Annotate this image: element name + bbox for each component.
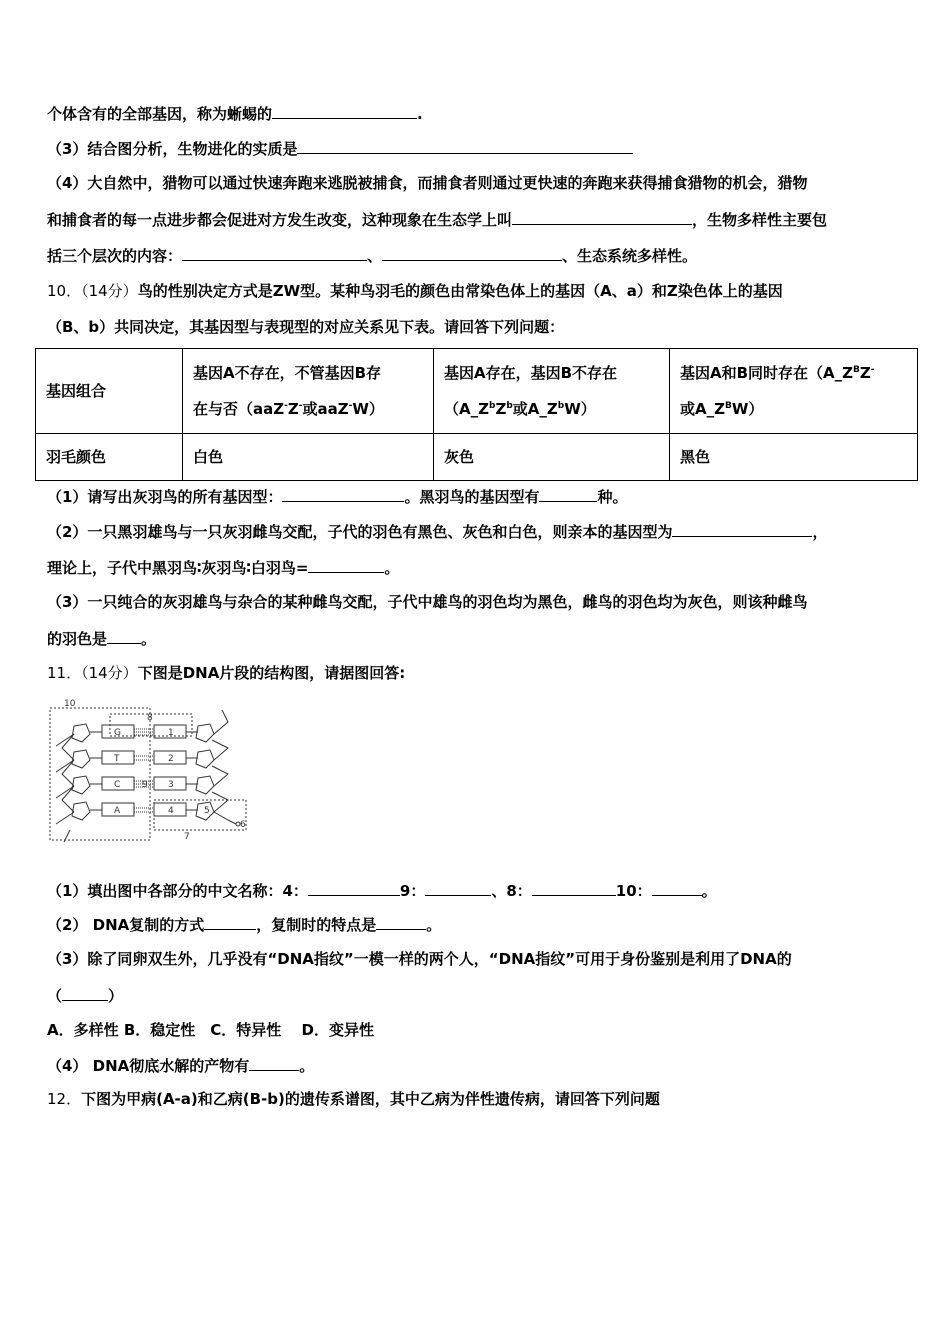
answer-blank[interactable]: [539, 486, 597, 502]
answer-blank[interactable]: [672, 521, 812, 537]
table-cell: 灰色: [434, 434, 670, 481]
answer-blank[interactable]: [272, 103, 417, 119]
q10-stem-2: （B、b）共同决定，其基因型与表现型的对应关系见下表。请回答下列问题：: [47, 318, 565, 336]
label-C: C: [114, 780, 121, 790]
q12-stem: 12．下图为甲病(A-a)和乙病(B-b)的遗传系谱图，其中乙病为伴性遗传病，请回答下列问题: [47, 1090, 660, 1108]
q11-4: （4） DNA彻底水解的产物有 。: [47, 1057, 315, 1075]
q11-2: （2） DNA复制的方式 ，复制时的特点是 。: [47, 916, 442, 934]
left-backbone: [56, 734, 74, 842]
deoxyribose-left: [72, 802, 90, 820]
q10-3-line-2: 的羽色是 。: [47, 630, 157, 648]
answer-blank[interactable]: [425, 880, 491, 896]
deoxyribose-left: [72, 750, 90, 768]
q11-options: A．多样性 B．稳定性 C．特异性 D．变异性: [47, 1021, 374, 1039]
table-header: 基因组合: [36, 349, 183, 434]
table-header: 基因A存在，基因B不存在 （$A\_Z^bZ^b$或$A\_Z^bW$）: [434, 349, 670, 434]
q9-4-line-3: 括三个层次的内容： 、 、生态系统多样性。: [47, 247, 698, 265]
answer-blank[interactable]: [62, 985, 108, 1001]
answer-blank[interactable]: [532, 880, 616, 896]
answer-blank[interactable]: [182, 245, 367, 261]
q9-4-line-2: 和捕食者的每一点进步都会促进对方发生改变，这种现象在生态学上叫 ，生物多样性主要包: [47, 211, 828, 229]
table-header: 基因A和B同时存在（$A\_Z^BZ^-$ 或$A\_Z^BW$）: [670, 349, 918, 434]
hydrogen-bonds: [134, 729, 154, 735]
label-T: T: [114, 754, 120, 764]
left-chain: [62, 734, 74, 812]
table-cell: 羽毛颜色: [36, 434, 183, 481]
label-10: 10: [64, 699, 76, 709]
answer-blank[interactable]: [512, 209, 692, 225]
table-cell: 白色: [183, 434, 434, 481]
label-1: 1: [168, 728, 174, 738]
q10-2-line-1: （2）一只黑羽雄鸟与一只灰羽雌鸟交配，子代的羽色有黑色、灰色和白色，则亲本的基因型为 ，: [47, 523, 828, 541]
answer-blank[interactable]: [204, 914, 256, 930]
table-cell: 黑色: [670, 434, 918, 481]
answer-blank[interactable]: [376, 914, 426, 930]
q11-3-answer: （ ）: [47, 987, 124, 1005]
answer-blank[interactable]: [382, 245, 562, 261]
q9-4-line-1: （4）大自然中，猎物可以通过快速奔跑来逃脱被捕食，而捕食者则通过更快速的奔跑来获得捕食猎物的机会，猎物: [47, 174, 808, 192]
q11-stem: 11．（14分）下图是DNA片段的结构图，请据图回答:: [47, 664, 406, 682]
hydrogen-bonds: [134, 808, 154, 812]
answer-blank[interactable]: [249, 1055, 299, 1071]
dna-structure-figure: [44, 696, 259, 846]
answer-blank[interactable]: [308, 880, 400, 896]
deoxyribose-left: [72, 776, 90, 794]
hydrogen-bonds: [134, 756, 154, 760]
table-header: 基因A不存在，不管基因B存 在与否（aaZ-Z-或aaZ-W）: [183, 349, 434, 434]
label-4: 4: [168, 806, 174, 816]
genotype-table: [35, 348, 918, 481]
deoxyribose-right: [196, 750, 214, 768]
q10-1: （1）请写出灰羽鸟的所有基因型： 。黑羽鸟的基因型有 种。: [47, 488, 628, 506]
q9-3: （3）结合图分析，生物进化的实质是: [47, 138, 633, 159]
answer-blank[interactable]: [308, 557, 384, 573]
label-7: 7: [184, 832, 190, 842]
q11-1: （1）填出图中各部分的中文名称：4： 9： 、8： 10： 。: [47, 882, 717, 900]
q9-line-1: 个体含有的全部基因，称为蜥蜴的 .: [47, 105, 423, 123]
deoxyribose-right: [196, 776, 214, 794]
label-3: 3: [168, 780, 174, 790]
label-A: A: [114, 806, 121, 816]
label-G: G: [114, 728, 121, 738]
answer-blank[interactable]: [297, 138, 633, 154]
right-backbone: [212, 710, 236, 824]
box-10: [50, 708, 150, 840]
deoxyribose-right: [196, 724, 214, 742]
q10-2-line-2: 理论上，子代中黑羽鸟∶灰羽鸟∶白羽鸟= 。: [47, 559, 400, 577]
answer-blank[interactable]: [282, 486, 404, 502]
label-6: 6: [240, 820, 246, 830]
answer-blank[interactable]: [107, 628, 141, 644]
label-9: 9: [142, 780, 148, 790]
label-5: 5: [204, 806, 210, 816]
label-8: 8: [147, 713, 153, 723]
deoxyribose-left: [72, 724, 90, 742]
q11-3: （3）除了同卵双生外，几乎没有“DNA指纹”一模一样的两个人，“DNA指纹”可用于身份鉴别是利用了DNA的: [47, 950, 792, 968]
answer-blank[interactable]: [652, 880, 702, 896]
label-2: 2: [168, 754, 174, 764]
q10-3-line-1: （3）一只纯合的灰羽雄鸟与杂合的某种雌鸟交配，子代中雄鸟的羽色均为黑色，雌鸟的羽色均为灰色，则该种雌鸟: [47, 593, 808, 611]
q10-stem-1: 10．（14分）鸟的性别决定方式是ZW型。某种鸟羽毛的颜色由常染色体上的基因（A、a）和Z染色体上的基因: [47, 282, 783, 300]
